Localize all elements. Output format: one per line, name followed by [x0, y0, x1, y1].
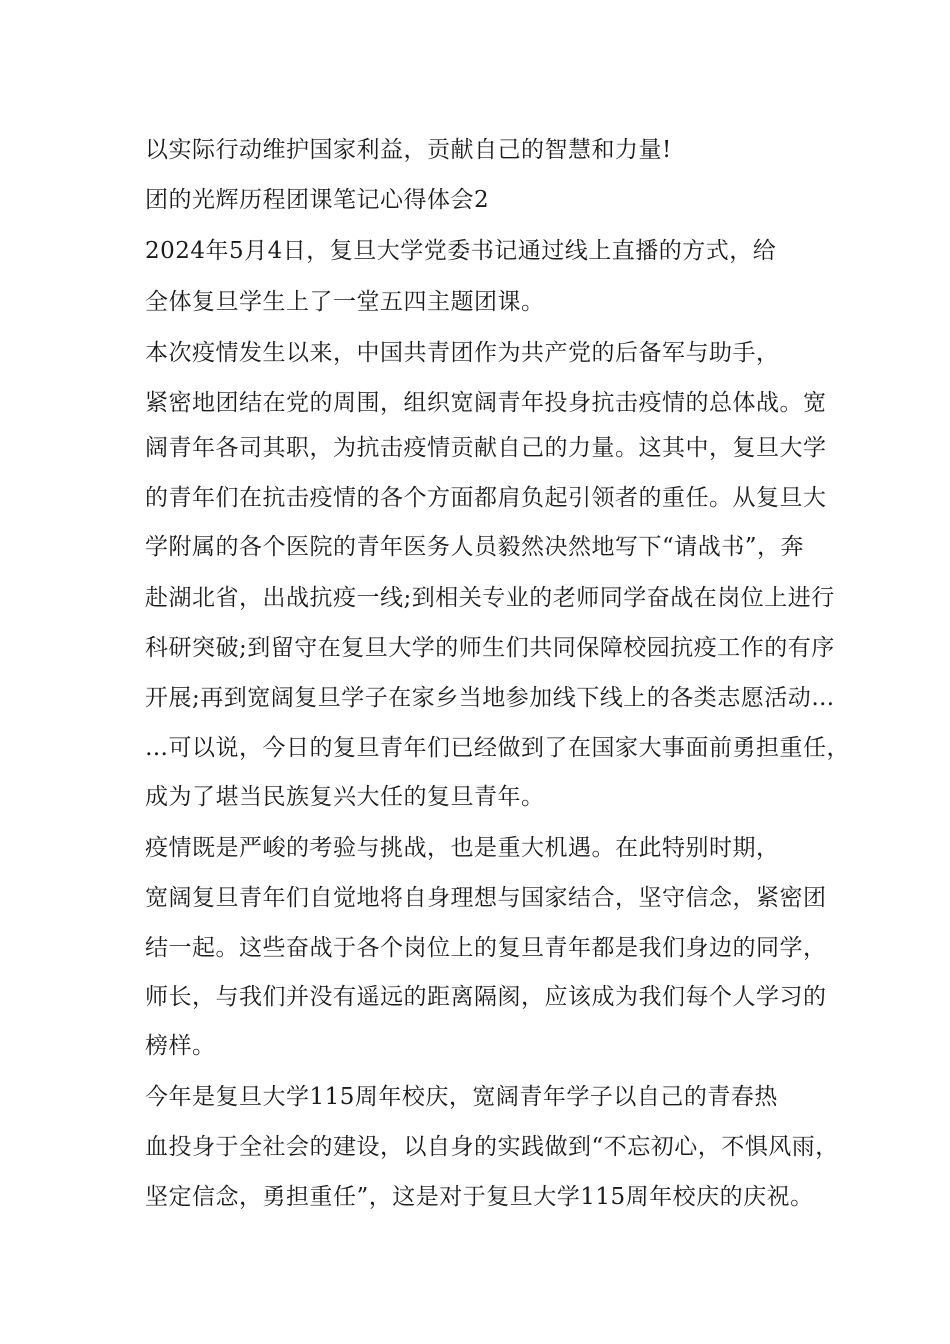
- text-line: …可以说，今日的复旦青年们已经做到了在国家大事面前勇担重任，: [145, 735, 850, 761]
- text-line: 2024年5月4日，复旦大学党委书记通过线上直播的方式，给: [145, 238, 777, 264]
- text-line: 血投身于全社会的建设，以自身的实践做到“不忘初心，不惧风雨，: [145, 1134, 839, 1160]
- text-line: 阔青年各司其职，为抗击疫情贡献自己的力量。这其中，复旦大学: [145, 435, 827, 461]
- text-line: 学附属的各个医院的青年医务人员毅然决然地写下“请战书”，奔: [145, 534, 805, 560]
- text-line: 成为了堪当民族复兴大任的复旦青年。: [145, 784, 545, 810]
- text-line: 以实际行动维护国家利益，贡献自己的智慧和力量!: [145, 137, 672, 163]
- text-line: 结一起。这些奋战于各个岗位上的复旦青年都是我们身边的同学，: [145, 935, 827, 961]
- text-line: 全体复旦学生上了一堂五四主题团课。: [145, 289, 545, 315]
- text-line: 赴湖北省，出战抗疫一线;到相关专业的老师同学奋战在岗位上进行: [145, 585, 835, 611]
- text-line: 坚定信念，勇担重任”，这是对于复旦大学115周年校庆的庆祝。: [145, 1184, 814, 1210]
- text-line: 的青年们在抗击疫情的各个方面都肩负起引领者的重任。从复旦大: [145, 485, 827, 511]
- text-line: 榜样。: [145, 1033, 216, 1059]
- text-line: 今年是复旦大学115周年校庆，宽阔青年学子以自己的青春热: [145, 1084, 778, 1110]
- text-line: 宽阔复旦青年们自觉地将自身理想与国家结合，坚守信念，紧密团: [145, 885, 827, 911]
- text-line: 开展;再到宽阔复旦学子在家乡当地参加线下线上的各类志愿活动…: [145, 685, 835, 711]
- text-line: 紧密地团结在党的周围，组织宽阔青年投身抗击疫情的总体战。宽: [145, 390, 827, 416]
- text-line: 师长，与我们并没有遥远的距离隔阂，应该成为我们每个人学习的: [145, 984, 827, 1010]
- text-line: 本次疫情发生以来，中国共青团作为共产党的后备军与助手，: [145, 340, 780, 366]
- text-line: 疫情既是严峻的考验与挑战，也是重大机遇。在此特别时期，: [145, 835, 780, 861]
- section-heading: 团的光辉历程团课笔记心得体会2: [145, 187, 490, 213]
- text-line: 科研突破;到留守在复旦大学的师生们共同保障校园抗疫工作的有序: [145, 635, 835, 661]
